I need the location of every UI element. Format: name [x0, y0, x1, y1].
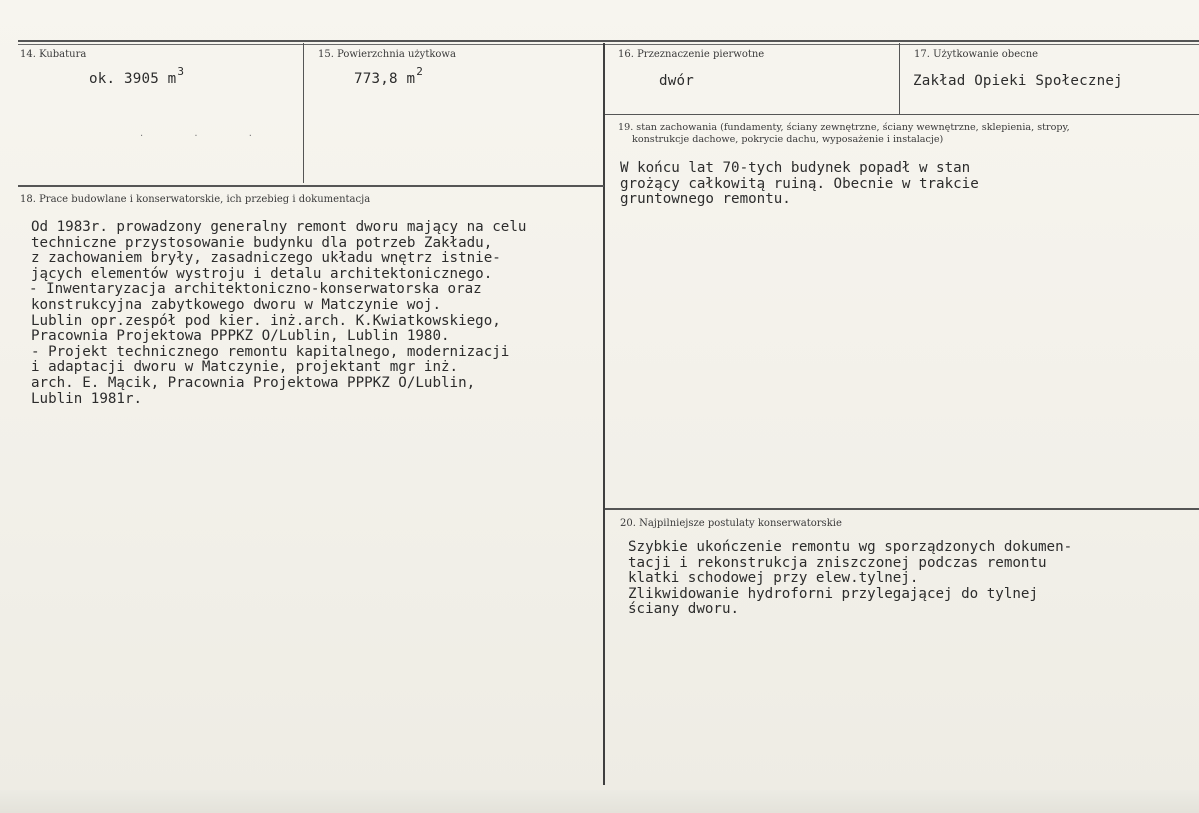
stan-line: W końcu lat 70-tych budynek popadł w stan	[620, 160, 971, 176]
prace-line: arch. E. Mącik, Pracownia Projektowa PPPKZ O/Lublin,	[31, 374, 476, 391]
postulaty-line: Zlikwidowanie hydroforni przylegającej do tylnej	[628, 585, 1038, 602]
postulaty-line: ściany dworu.	[628, 601, 740, 618]
kubatura-value-text: ok. 3905 m	[89, 71, 177, 87]
prace-line: - Inwentaryzacja architektoniczno-konserwatorska oraz	[29, 281, 482, 298]
kubatura-unit-exponent: 3	[177, 65, 185, 78]
prace-text	[31, 220, 526, 407]
kubatura-value	[89, 65, 185, 88]
prace-line: Lublin 1981r.	[31, 390, 143, 407]
postulaty-line: Szybkie ukończenie remontu wg sporządzonych dokumen-	[628, 539, 1073, 555]
uzytkowanie-label: 17. Użytkowanie obecne	[914, 49, 1039, 60]
stan-label-line1: 19. stan zachowania (fundamenty, ściany zewnętrzne, ściany wewnętrzne, sklepienia, stropy,	[618, 122, 1070, 133]
prace-line: konstrukcyjna zabytkowego dworu w Matczynie woj.	[31, 296, 441, 313]
przeznaczenie-value: dwór	[659, 73, 694, 89]
prace-label: 18. Prace budowlane i konserwatorskie, ich przebieg i dokumentacja	[20, 194, 371, 205]
postulaty-text	[628, 540, 1072, 618]
prace-line: techniczne przystosowanie budynku dla potrzeb Zakładu,	[31, 234, 493, 251]
prace-line: i adaptacji dworu w Matczynie, projektant mgr inż.	[31, 359, 459, 376]
divider-16-17	[899, 43, 900, 115]
divider-14-15	[303, 43, 304, 183]
stan-line: grożący całkowitą ruiną. Obecnie w trakcie	[620, 175, 979, 192]
postulaty-label: 20. Najpilniejsze postulaty konserwatorskie	[620, 518, 842, 529]
bottom-edge	[0, 790, 1199, 813]
powierzchnia-unit-exponent: 2	[416, 65, 424, 78]
uzytkowanie-value: Zakład Opieki Społecznej	[913, 73, 1123, 89]
postulaty-line: klatki schodowej przy elew.tylnej.	[628, 570, 919, 587]
stan-text	[620, 161, 979, 208]
stan-label-line2: konstrukcje dachowe, pokrycie dachu, wyposażenie i instalacje)	[632, 134, 944, 145]
prace-line: Od 1983r. prowadzony generalny remont dworu mający na celu	[31, 219, 527, 235]
powierzchnia-value	[354, 65, 424, 88]
powierzchnia-value-text: 773,8 m	[354, 71, 416, 87]
przeznaczenie-label: 16. Przeznaczenie pierwotne	[618, 49, 765, 60]
prace-line: z zachowaniem bryły, zasadniczego układu wnętrz istnie-	[31, 250, 501, 267]
divider-main	[603, 43, 605, 785]
kubatura-label: 14. Kubatura	[20, 49, 87, 60]
prace-line: Lublin opr.zespół pod kier. inż.arch. K.Kwiatkowskiego,	[31, 312, 501, 329]
postulaty-line: tacji i rekonstrukcja zniszczonej podczas remontu	[628, 554, 1047, 571]
stan-line: gruntownego remontu.	[620, 191, 791, 208]
top-rule-thin	[18, 44, 1199, 45]
kubatura-dots: . . .	[140, 128, 276, 139]
powierzchnia-label: 15. Powierzchnia użytkowa	[318, 49, 456, 60]
prace-line: - Projekt technicznego remontu kapitalnego, modernizacji	[31, 343, 510, 360]
rule-under-16-17	[605, 114, 1199, 115]
rule-above-18	[18, 185, 604, 187]
rule-above-20	[605, 508, 1199, 510]
top-rule	[18, 40, 1199, 42]
prace-line: Pracownia Projektowa PPPKZ O/Lublin, Lublin 1980.	[31, 328, 450, 345]
prace-line: jących elementów wystroju i detalu architektonicznego.	[31, 265, 493, 282]
